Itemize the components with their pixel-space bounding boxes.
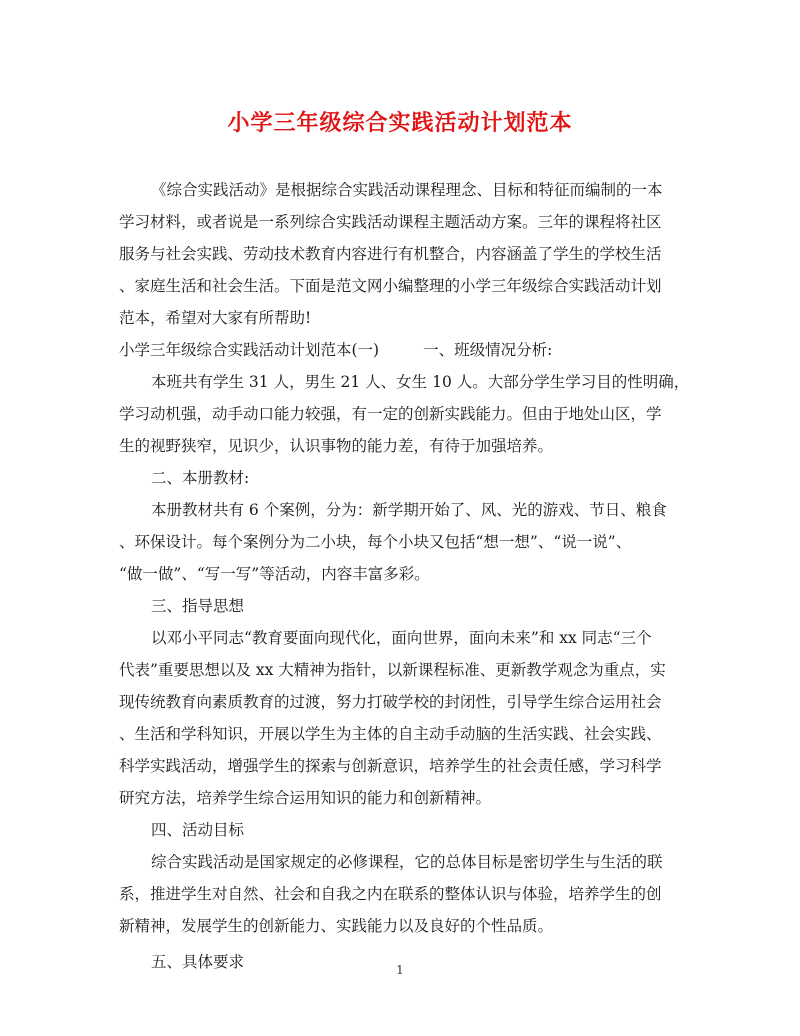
page-number: 1 xyxy=(396,963,404,977)
intro-line-5: 范本，希望对大家有所帮助! xyxy=(119,309,312,327)
section-4-line-1: 综合实践活动是国家规定的必修课程，它的总体目标是密切学生与生活的联 xyxy=(151,853,663,871)
section-1-line-3: 生的视野狭窄，见识少，认识事物的能力差，有待于加强培养。 xyxy=(119,437,554,455)
section-3-line-1: 以邓小平同志“教育要面向现代化，面向世界，面向未来”和 xx 同志“三个 xyxy=(151,629,652,647)
section-3-line-4: 、生活和学科知识，开展以学生为主体的自主动手动脑的生活实践、社会实践、 xyxy=(119,725,662,743)
intro-line-4: 、家庭生活和社会生活。下面是范文网小编整理的小学三年级综合实践活动计划 xyxy=(119,277,662,295)
document-body xyxy=(119,174,690,978)
section-1-heading: 一、班级情况分析: xyxy=(423,341,553,359)
section-3-line-2: 代表”重要思想以及 xx 大精神为指针，以新课程标准、更新教学观念为重点，实 xyxy=(119,661,666,679)
section-2-heading: 二、本册教材: xyxy=(151,469,250,487)
page-title: 小学三年级综合实践活动计划范本 xyxy=(227,110,573,136)
subtitle-line xyxy=(119,334,675,366)
sub-title: 小学三年级综合实践活动计划范本(一) xyxy=(119,341,380,359)
section-3-line-6: 研究方法，培养学生综合运用知识的能力和创新精神。 xyxy=(119,789,492,807)
intro-line-1: 《综合实践活动》是根据综合实践活动课程理念、目标和特征而编制的一本 xyxy=(151,181,663,199)
section-1-line-2: 学习动机强，动手动口能力较强，有一定的创新实践能力。但由于地处山区，学 xyxy=(119,405,662,423)
intro-line-3: 服务与社会实践、劳动技术教育内容进行有机整合，内容涵盖了学生的学校生活 xyxy=(119,245,662,263)
section-3-line-3: 现传统教育向素质教育的过渡，努力打破学校的封闭性，引导学生综合运用社会 xyxy=(119,693,662,711)
section-5-heading: 五、具体要求 xyxy=(151,953,245,971)
section-1-line-1: 本班共有学生 31 人，男生 21 人、女生 10 人。大部分学生学习目的性明确， xyxy=(151,373,690,391)
section-2-line-1: 本册教材共有 6 个案例，分为：新学期开始了、风、光的游戏、节日、粮食 xyxy=(151,501,667,519)
section-4-line-3: 新精神，发展学生的创新能力、实践能力以及良好的个性品质。 xyxy=(119,917,554,935)
section-2-line-2: 、环保设计。每个案例分为二小块，每个小块又包括“想一想”、“说一说”、 xyxy=(119,533,632,551)
intro-line-2: 学习材料，或者说是一系列综合实践活动课程主题活动方案。三年的课程将社区 xyxy=(119,213,662,231)
section-3-line-5: 科学实践活动，增强学生的探索与创新意识，培养学生的社会责任感，学习科学 xyxy=(119,757,662,775)
section-2-line-3: “做一做”、“写一写”等活动，内容丰富多彩。 xyxy=(119,565,430,583)
section-4-heading: 四、活动目标 xyxy=(151,821,245,839)
section-3-heading: 三、指导思想 xyxy=(151,597,245,615)
section-4-line-2: 系，推进学生对自然、社会和自我之内在联系的整体认识与体验，培养学生的创 xyxy=(119,885,662,903)
